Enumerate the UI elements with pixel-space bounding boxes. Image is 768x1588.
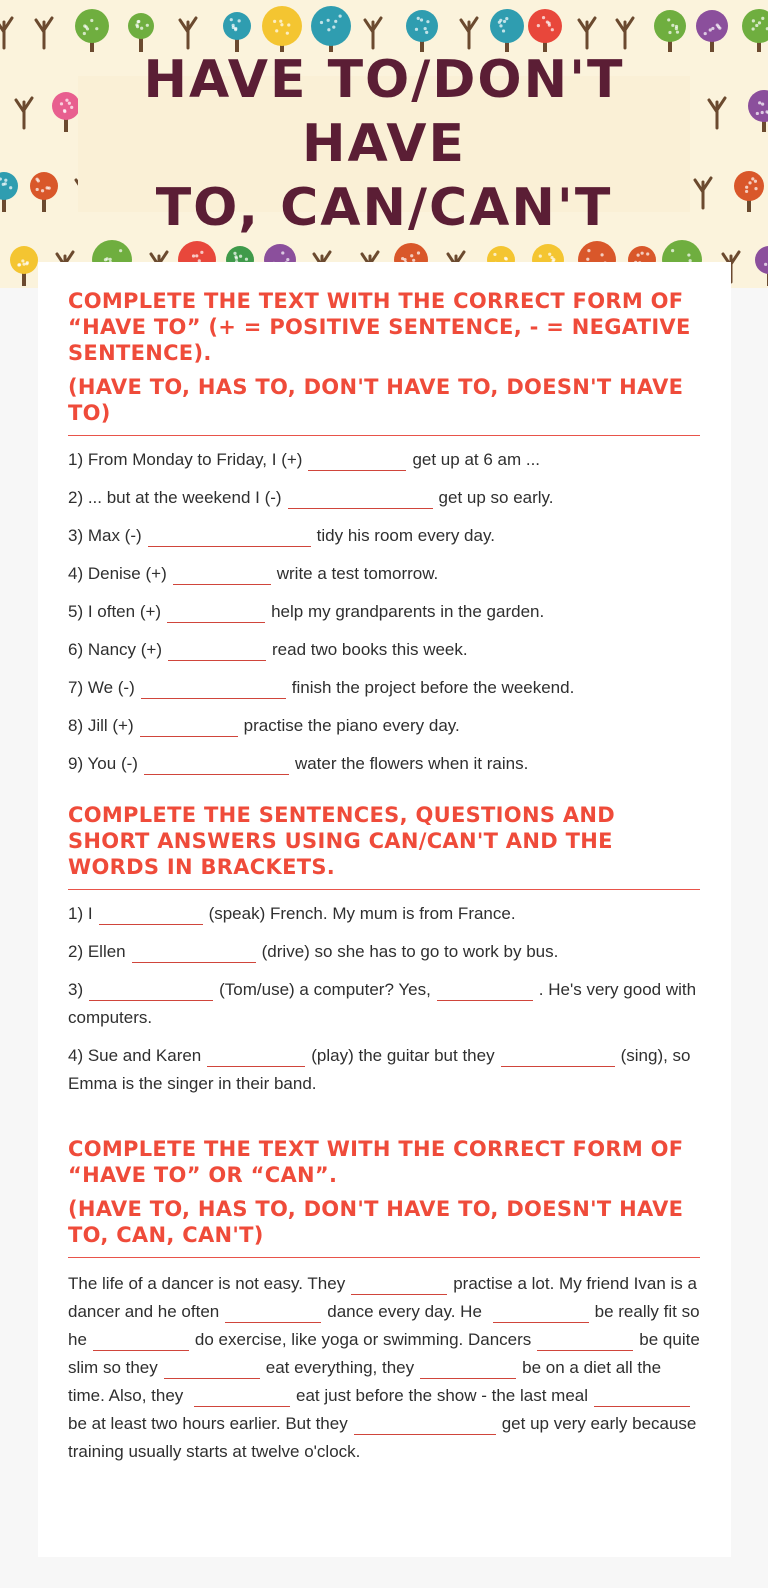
exercise-item: 7) We (-) finish the project before the weekend. [68, 678, 575, 697]
exercise-item: 5) I often (+) help my grandparents in the garden. [68, 602, 545, 621]
exercise-item: 4) Denise (+) write a test tomorrow. [68, 564, 439, 583]
answer-blank[interactable] [194, 1388, 290, 1407]
answer-blank[interactable] [89, 982, 213, 1001]
answer-blank[interactable] [144, 756, 289, 775]
exercise-item: 1) I (speak) French. My mum is from France. [68, 904, 516, 923]
answer-blank[interactable] [168, 642, 266, 661]
worksheet-card [38, 262, 731, 1557]
answer-blank[interactable] [288, 490, 433, 509]
exercise-item: 9) You (-) water the flowers when it rains. [68, 754, 529, 773]
answer-blank[interactable] [207, 1048, 305, 1067]
exercise-item: 3) (Tom/use) a computer? Yes, . He's very good with computers. [68, 980, 697, 1027]
divider [68, 889, 700, 890]
exercise-item: 2) ... but at the weekend I (-) get up so early. [68, 488, 554, 507]
answer-blank[interactable] [354, 1416, 496, 1435]
answer-blank[interactable] [173, 566, 271, 585]
exercise-item: 8) Jill (+) practise the piano every day. [68, 716, 460, 735]
exercise-item: 4) Sue and Karen (play) the guitar but they (sing), so Emma is the singer in their band. [68, 1046, 691, 1093]
title-box [78, 50, 690, 238]
exercise-item: 1) From Monday to Friday, I (+) get up at 6 am ... [68, 450, 541, 469]
section-can [68, 802, 700, 1098]
divider [68, 435, 700, 436]
section-have-to [68, 288, 700, 778]
header-banner [0, 0, 768, 288]
heading-line: COMPLETE THE TEXT WITH THE CORRECT FORM OF “HAVE TO” OR “CAN”. [68, 1137, 684, 1187]
section-heading [68, 1136, 700, 1248]
exercise-item: 3) Max (-) tidy his room every day. [68, 526, 495, 545]
answer-blank[interactable] [308, 452, 406, 471]
answer-blank[interactable] [167, 604, 265, 623]
answer-blank[interactable] [141, 680, 286, 699]
gap-fill-paragraph: The life of a dancer is not easy. They practise a lot. My friend Ivan is a dancer and he often dance every day. He be really fit so he do exercise, like yoga or swimming. Dancers be quite slim so they eat everything, they be on a diet all the time. Also, they eat just before the show - the last mealbe at least two hours earlier. But they get up very early because training usually starts at twelve o'clock. [68, 1274, 700, 1461]
exercise-item: 6) Nancy (+) read two books this week. [68, 640, 468, 659]
heading-line: COMPLETE THE TEXT WITH THE CORRECT FORM OF “HAVE TO” (+ = POSITIVE SENTENCE, - = NEGATIVE SENTENCE). [68, 289, 691, 365]
answer-blank[interactable] [437, 982, 533, 1001]
divider [68, 1257, 700, 1258]
heading-line: (HAVE TO, HAS TO, DON'T HAVE TO, DOESN'T HAVE TO, CAN, CAN'T) [68, 1197, 684, 1247]
heading-line: (HAVE TO, HAS TO, DON'T HAVE TO, DOESN'T HAVE TO) [68, 375, 684, 425]
answer-blank[interactable] [493, 1304, 589, 1323]
section-heading [68, 802, 700, 880]
answer-blank[interactable] [537, 1332, 633, 1351]
answer-blank[interactable] [501, 1048, 615, 1067]
answer-blank[interactable] [594, 1388, 690, 1407]
answer-blank[interactable] [140, 718, 238, 737]
answer-blank[interactable] [164, 1360, 260, 1379]
section-heading [68, 288, 700, 426]
answer-blank[interactable] [132, 944, 256, 963]
answer-blank[interactable] [148, 528, 311, 547]
worksheet-title: HAVE TO/DON'T HAVE TO, CAN/CAN'T [143, 50, 625, 238]
answer-blank[interactable] [351, 1276, 447, 1295]
heading-line: COMPLETE THE SENTENCES, QUESTIONS AND SHORT ANSWERS USING CAN/CAN'T AND THE WORDS IN BRACKETS. [68, 803, 616, 879]
answer-blank[interactable] [225, 1304, 321, 1323]
section-have-to-can [68, 1136, 700, 1466]
answer-blank[interactable] [93, 1332, 189, 1351]
answer-blank[interactable] [420, 1360, 516, 1379]
answer-blank[interactable] [99, 906, 203, 925]
exercise-item: 2) Ellen (drive) so she has to go to work by bus. [68, 942, 559, 961]
